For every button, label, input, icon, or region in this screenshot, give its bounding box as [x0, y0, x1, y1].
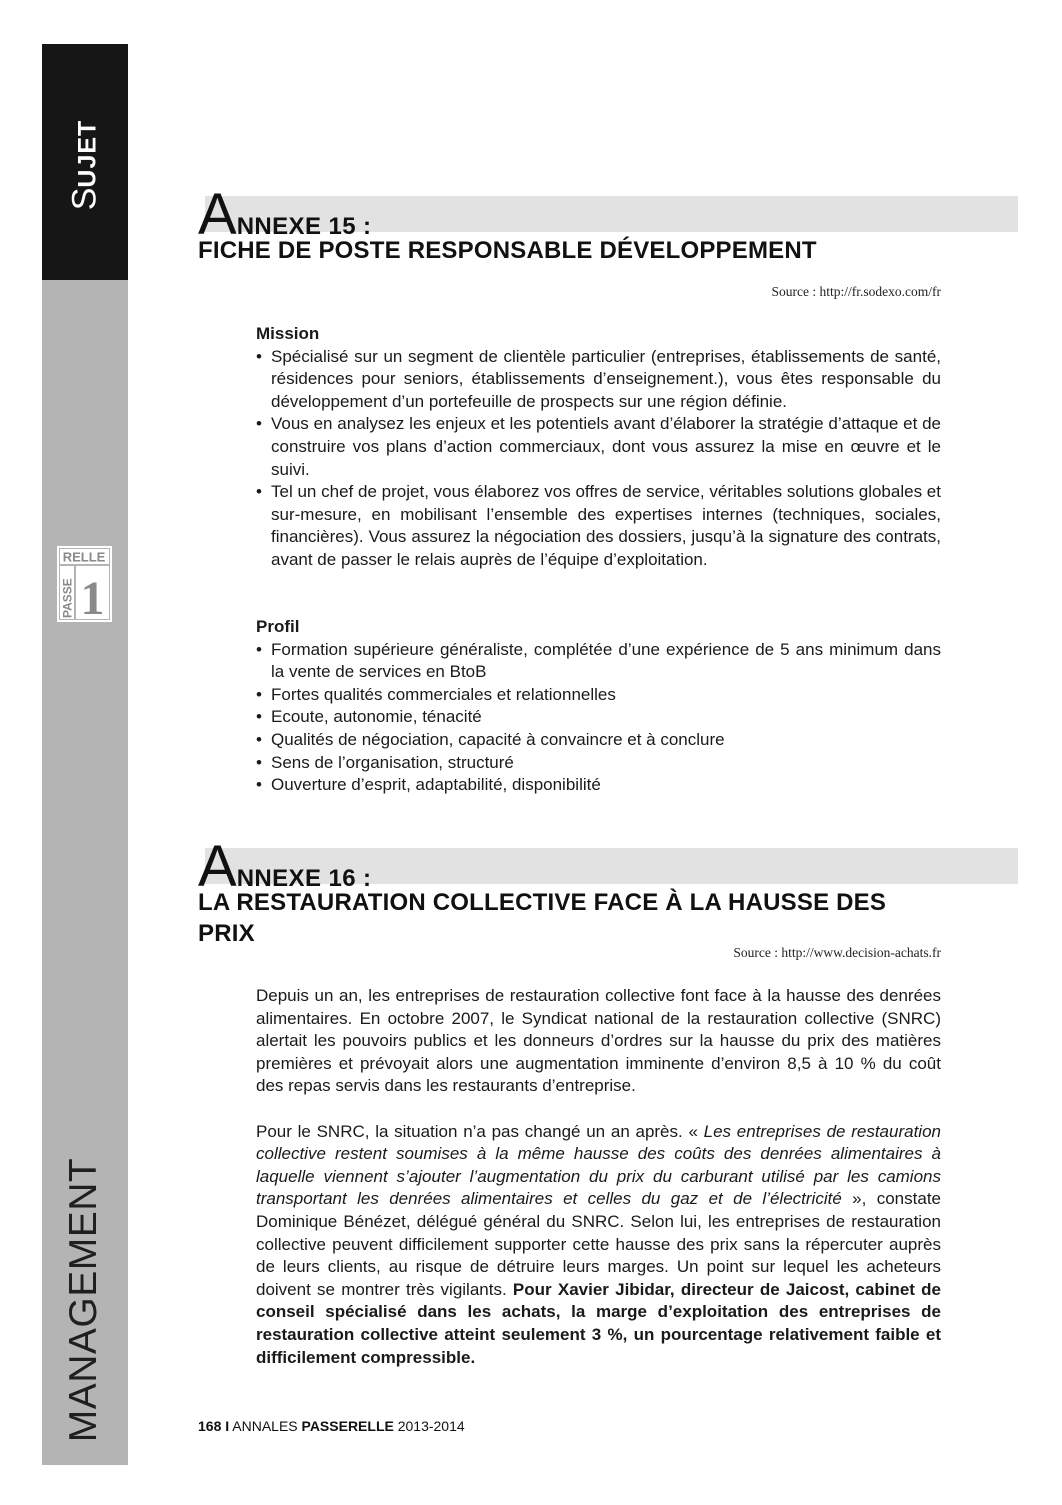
mission-heading: Mission: [256, 324, 320, 343]
annex-15-mission-section: [256, 323, 941, 572]
annex-15-profil-section: [256, 616, 941, 797]
page-number: 168: [198, 1418, 222, 1434]
annex-16-title: LA RESTAURATION COLLECTIVE FACE À LA HAUSSE DES PRIX: [198, 889, 887, 947]
sidebar-section-label: SUJET: [65, 119, 104, 211]
profil-heading: Profil: [256, 617, 300, 636]
mission-item: • Tel un chef de projet, vous élaborez vos offres de service, véritables solutions globales et sur-mesure, en mobilisant l’ensemble des expertises internes (techniques, sociales, financières). Vous assurez la négociation des dossiers, jusqu’à la signature des contrats, avant de passer le relais auprès de l’équipe d’exploitation.: [256, 481, 941, 571]
mission-item: • Vous en analysez les enjeux et les potentiels avant d’élaborer la stratégie d’attaque et de construire vos plans d’action commerciaux, dont vous assurez la mise en œuvre et le suivi.: [256, 413, 941, 481]
annex-16-body: [256, 985, 941, 1369]
profil-item: • Sens de l’organisation, structuré: [256, 752, 941, 775]
mission-list: [256, 346, 941, 572]
body-paragraph: Pour le SNRC, la situation n’a pas changé un an après. « Les entreprises de restauration collective restent soumises à la même hausse des coûts des denrées alimentaires à laquelle viennent s’ajouter l’augmentation du prix du carburant utilisé par les camions transportant les denrées alimentaires et celles du gaz et de l’électricité », constate Dominique Bénézet, délégué général du SNRC. Selon lui, les entreprises de restauration collective peuvent difficilement supporter cette hausse des prix sans la répercuter auprès de leurs clients, au risque de détruire leurs marges. Un point sur lequel les acheteurs doivent se montrer très vigilants. Pour Xavier Jibidar, directeur de Jaicost, cabinet de conseil spécialisé dans les achats, la marge d’exploitation des entreprises de restauration collective atteint seulement 3 %, un pourcentage relativement faible et difficilement compressible.: [256, 1121, 941, 1367]
profil-item: • Formation supérieure généraliste, complétée d’une expérience de 5 ans minimum dans la vente de services en BtoB: [256, 639, 941, 684]
passerelle-logo: [57, 546, 112, 622]
body-paragraph: Depuis un an, les entreprises de restauration collective font face à la hausse des denrées alimentaires. En octobre 2007, le Syndicat national de la restauration collective (SNRC) alertait les pouvoirs publics et les donneurs d’ordres sur la hausse du prix des matières premières et prévoyait alors une augmentation imminente d’environ 8,5 à 10 % du coût des repas servis dans les restaurants d’entreprise.: [256, 986, 941, 1096]
footer-brand: PASSERELLE: [301, 1418, 394, 1434]
annex-15-heading: ANNEXE 15 :: [198, 182, 372, 247]
svg-text:PASSE: PASSE: [60, 578, 75, 618]
svg-text:RELLE: RELLE: [62, 549, 106, 565]
page-footer: 168 I ANNALES PASSERELLE 2013-2014: [198, 1418, 465, 1434]
profil-item: • Ecoute, autonomie, ténacité: [256, 706, 941, 729]
annex-15-source: Source : http://fr.sodexo.com/fr: [771, 284, 941, 299]
annex-16-source: Source : http://www.decision-achats.fr: [733, 945, 941, 960]
profil-item: • Ouverture d’esprit, adaptabilité, disponibilité: [256, 774, 941, 797]
svg-text:1: 1: [80, 572, 105, 622]
profil-item: • Fortes qualités commerciales et relationnelles: [256, 684, 941, 707]
annex-15-title: FICHE DE POSTE RESPONSABLE DÉVELOPPEMENT: [198, 237, 817, 264]
annex-16-heading: ANNEXE 16 :: [198, 834, 372, 899]
sidebar-subject-label: MANAGEMENT: [62, 1157, 105, 1443]
profil-list: [256, 639, 941, 797]
emphasized-text: Pour Xavier Jibidar, directeur de Jaicost, cabinet de conseil spécialisé dans les achats, la marge d’exploitation des entreprises de restauration collective atteint seulement 3 %, un pourcentage relativement faible et difficilement compressible.: [256, 1279, 941, 1367]
mission-item: • Spécialisé sur un segment de clientèle particulier (entreprises, établissements de santé, résidences pour seniors, établissements d’enseignement.), vous êtes responsable du développement d’un portefeuille de prospects sur une région définie.: [256, 346, 941, 414]
profil-item: • Qualités de négociation, capacité à convaincre et à conclure: [256, 729, 941, 752]
quoted-text: Les entreprises de restauration collective restent soumises à la même hausse des coûts des denrées alimentaires à laquelle viennent s’ajouter l’augmentation du prix du carburant utilisé par les camions transportant les denrées alimentaires et celles du gaz et de l’électricité: [256, 1121, 941, 1209]
